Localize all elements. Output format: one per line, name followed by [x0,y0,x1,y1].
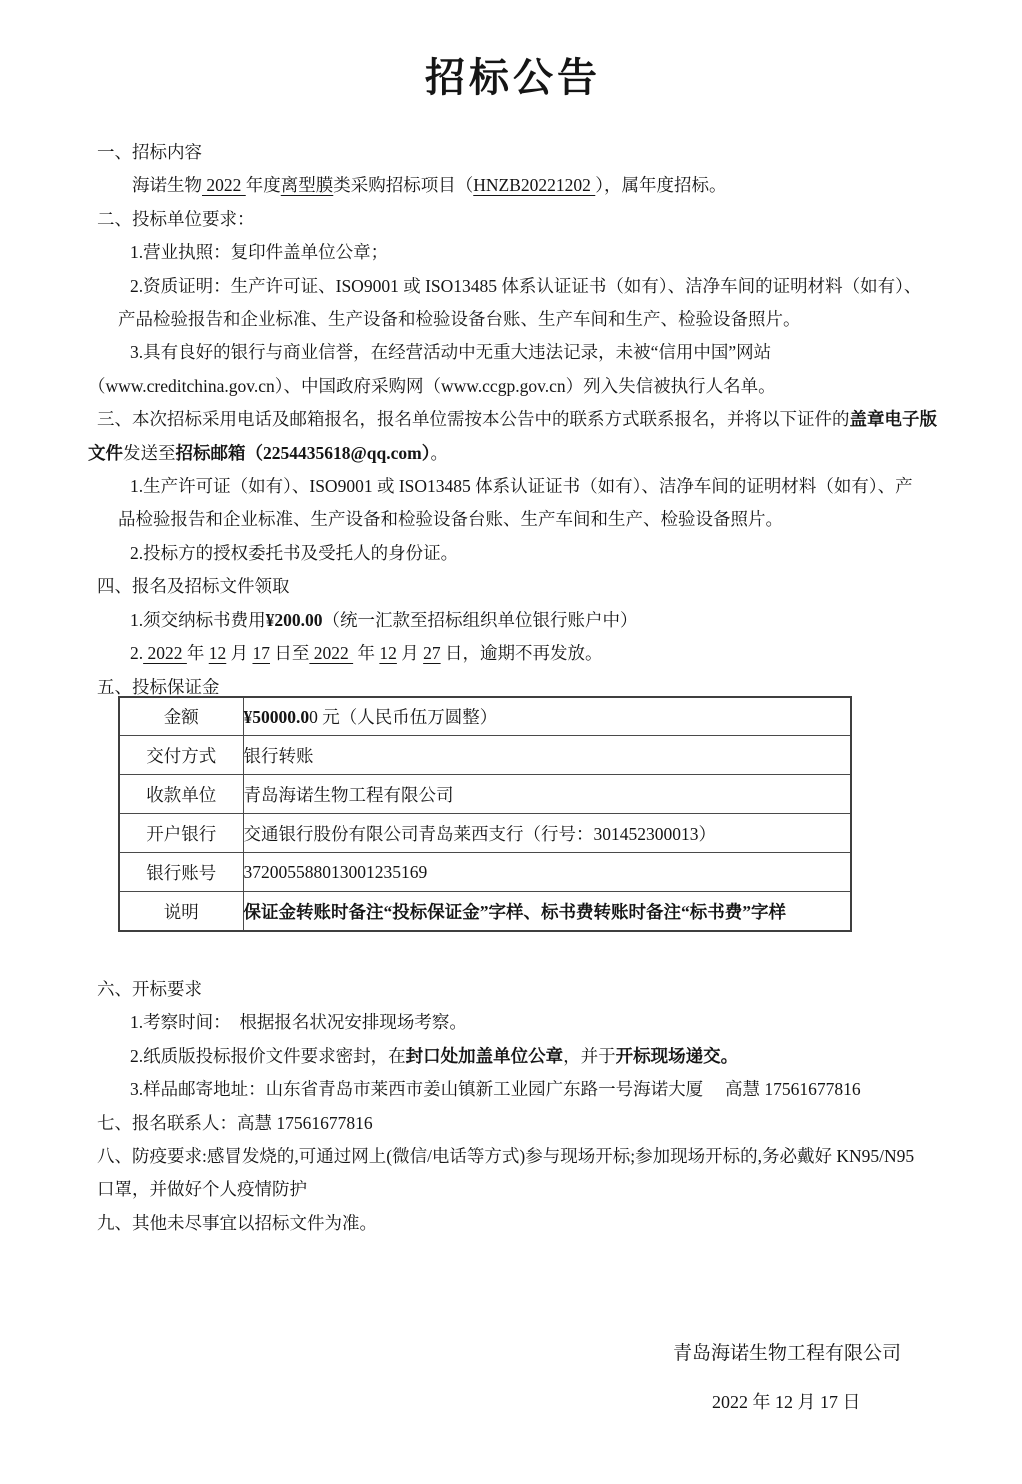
table-row-amount [119,697,851,736]
section-3-text: 。 [430,442,448,463]
date-text: 年 [353,643,380,664]
seal-requirement-bold: 封口处加盖单位公章 [405,1045,564,1066]
section-6-text: 2.纸质版投标报价文件要求密封，在 [130,1045,406,1066]
section-8-line-1: 八、防疫要求:感冒发烧的,可通过网上(微信/电话等方式)参与现场开标;参加现场开标的,务必戴好 KN95/N95 [97,1145,915,1166]
section-4-text: 1.须交纳标书费用 [130,609,266,630]
page-title: 招标公告 [425,55,601,100]
deposit-amount-rest: 0 元（人民币伍万圆整） [309,707,498,728]
section-3-bold-stamped-ecopy: 盖章电子版 [849,409,937,430]
start-day-underlined: 17 [252,643,270,664]
end-month-underlined: 12 [379,643,397,664]
start-year-underlined: 2022 [143,643,187,664]
project-text: 年度 [245,175,281,196]
table-row-payee [119,775,851,814]
section-3-item-1-line-2: 品检验报告和企业标准、生产设备和检验设备台账、生产车间和生产、检验设备照片。 [118,509,783,530]
section-2-item-2-line-1: 2.资质证明：生产许可证、ISO9001 或 ISO13485 体系认证证书（如有）、洁净车间的证明材料（如有）、 [130,275,922,296]
section-3-bold-file: 文件 [88,442,123,463]
signature-date: 2022 年 12 月 17 日 [712,1392,861,1412]
section-5-heading: 五、投标保证金 [97,676,220,697]
table-row-account [119,853,851,892]
project-number-underlined: HNZB20221202 [473,175,596,196]
date-text: 日至 [270,643,310,664]
date-text: 月 [226,643,253,664]
value-cell: 交通银行股份有限公司青岛莱西支行（行号：301452300013） [243,814,851,853]
section-3-bold-email: 招标邮箱（2254435618@qq.com） [175,442,431,463]
section-3-text: 三、本次招标采用电话及邮箱报名，报名单位需按本公告中的联系方式联系报名，并将以下证件的 [97,409,850,430]
date-text: 2. [130,643,144,664]
date-text: 月 [396,643,424,664]
section-6-text: ，并于 [563,1045,616,1066]
section-9-heading: 九、其他未尽事宜以招标文件为准。 [97,1212,377,1233]
note-bold-text: 保证金转账时备注“投标保证金”字样、标书费转账时备注“标书费”字样 [243,901,786,922]
project-description-line [97,169,1022,202]
section-3-item-2: 2.投标方的授权委托书及受托人的身份证。 [130,542,459,563]
section-6-item-3: 3.样品邮寄地址：山东省青岛市莱西市姜山镇新工业园广东路一号海诺大厦 高慧 17561677816 [130,1079,861,1100]
value-cell: 银行转账 [243,736,851,775]
start-month-underlined: 12 [208,643,227,664]
section-7-heading: 七、报名联系人：高慧 17561677816 [97,1112,373,1133]
label-cell: 金额 [119,697,243,736]
project-text: ），属年度招标。 [595,175,727,196]
end-day-underlined: 27 [423,643,441,664]
project-text: 类采购招标项目（ [333,175,474,196]
spacer [97,932,1022,973]
section-1-heading: 一、招标内容 [97,142,202,162]
section-3-line-2 [88,437,1022,470]
section-4-item-2-dates [97,637,1022,670]
section-2-item-2-line-2: 产品检验报告和企业标准、生产设备和检验设备台账、生产车间和生产、检验设备照片。 [118,309,801,330]
label-cell: 开户银行 [119,814,243,853]
section-2-item-1: 1.营业执照：复印件盖单位公章； [130,242,389,263]
bid-deposit-table [118,696,852,932]
section-6-heading: 六、开标要求 [97,978,202,999]
label-cell: 说明 [119,892,243,931]
value-cell: 青岛海诺生物工程有限公司 [243,775,851,814]
project-year-underlined: 2022 [202,175,246,196]
date-text: 年 [186,643,209,664]
label-cell: 交付方式 [119,736,243,775]
section-4-item-1 [97,604,1022,637]
section-8-line-2: 口罩，并做好个人疫情防护 [97,1179,307,1200]
section-3-item-1-line-1: 1.生产许可证（如有）、ISO9001 或 ISO13485 体系认证证书（如有）、洁净车间的证明材料（如有）、产 [130,476,913,497]
value-cell [243,892,851,931]
section-6-item-1: 1.考察时间： 根据报名状况安排现场考察。 [130,1012,467,1033]
section-2-item-3-line-2: （www.creditchina.gov.cn）、中国政府采购网（www.ccgp.gov.cn）列入失信被执行人名单。 [88,375,776,396]
section-2-heading: 二、投标单位要求： [97,208,255,229]
section-3-text: 发送至 [123,442,176,463]
project-text: 海诺生物 [132,175,202,196]
end-year-underlined: 2022 [309,643,354,664]
deposit-amount-bold: ¥50000.0 [243,707,310,728]
section-4-heading: 四、报名及招标文件领取 [97,576,290,597]
date-text: 日，逾期不再发放。 [440,643,603,664]
onsite-submission-bold: 开标现场递交。 [615,1045,739,1066]
signature-company-name: 青岛海诺生物工程有限公司 [673,1343,902,1364]
project-material-underlined: 离型膜 [280,175,334,196]
section-6-item-2 [97,1040,1022,1073]
table-row-note [119,892,851,931]
table-row-payment-method [119,736,851,775]
value-cell: 372005588013001235169 [243,853,851,892]
section-2-item-3-line-1: 3.具有良好的银行与商业信誉，在经营活动中无重大违法记录，未被“信用中国”网站 [130,342,772,363]
table-row-bank [119,814,851,853]
document-fee-amount: ¥200.00 [265,609,323,630]
section-3-line-1 [97,403,1022,436]
label-cell: 银行账号 [119,853,243,892]
label-cell: 收款单位 [119,775,243,814]
value-cell [243,697,851,736]
section-4-text: （统一汇款至招标组织单位银行账户中） [322,609,638,630]
